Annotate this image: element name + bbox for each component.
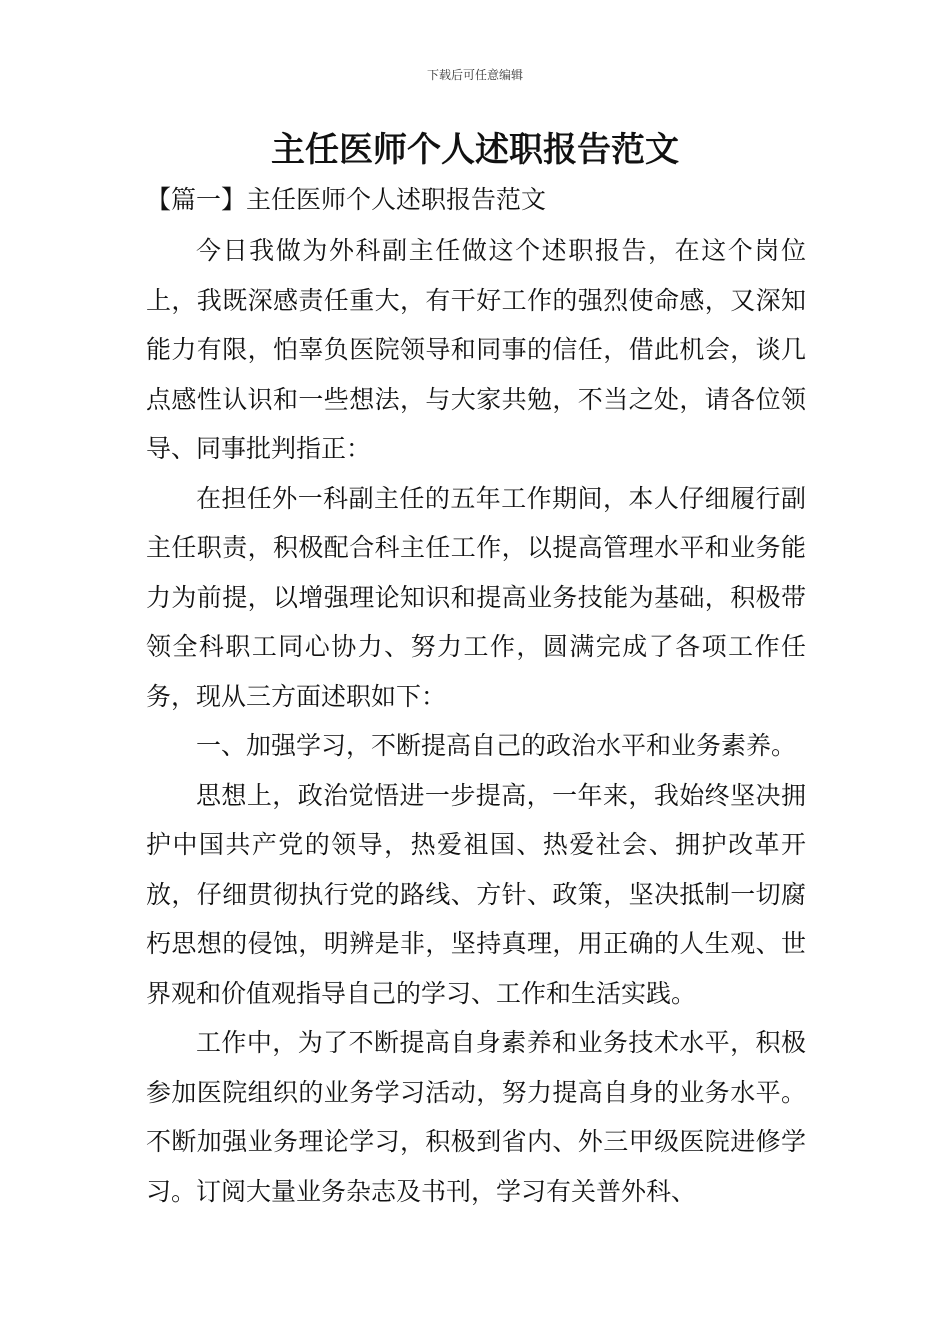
paragraph-intro: 今日我做为外科副主任做这个述职报告，在这个岗位上，我既深感责任重大，有干好工作的强烈使命感，又深知能力有限，怕辜负医院领导和同事的信任，借此机会，谈几点感性认识和一些想法，与大家共勉，不当之处，请各位领导、同事批判指正： (146, 236, 806, 463)
section-heading: 【篇一】主任医师个人述职报告范文 (146, 185, 547, 214)
paragraph-thought: 思想上，政治觉悟进一步提高，一年来，我始终坚决拥护中国共产党的领导，热爱祖国、热爱社会、拥护改革开放，仔细贯彻执行党的路线、方针、政策，坚决抵制一切腐朽思想的侵蚀，明辨是非，坚持真理，用正确的人生观、世界观和价值观指导自己的学习、工作和生活实践。 (146, 780, 806, 1008)
paragraph-point-one: 一、加强学习，不断提高自己的政治水平和业务素养。 (196, 731, 797, 760)
header-note: 下载后可任意编辑 (426, 68, 523, 82)
paragraph-work: 工作中，为了不断提高自身素养和业务技术水平，积极参加医院组织的业务学习活动，努力提高自身的业务水平。不断加强业务理论学习，积极到省内、外三甲级医院进修学习。订阅大量业务杂志及书刊，学习有关普外科、 (146, 1028, 806, 1206)
document-body (146, 180, 806, 1216)
document-title: 主任医师个人述职报告范文 (271, 130, 679, 170)
paragraph-overview: 在担任外一科副主任的五年工作期间，本人仔细履行副主任职责，积极配合科主任工作，以提高管理水平和业务能力为前提，以增强理论知识和提高业务技能为基础，积极带领全科职工同心协力、努力工作，圆满完成了各项工作任务，现从三方面述职如下： (146, 483, 806, 711)
